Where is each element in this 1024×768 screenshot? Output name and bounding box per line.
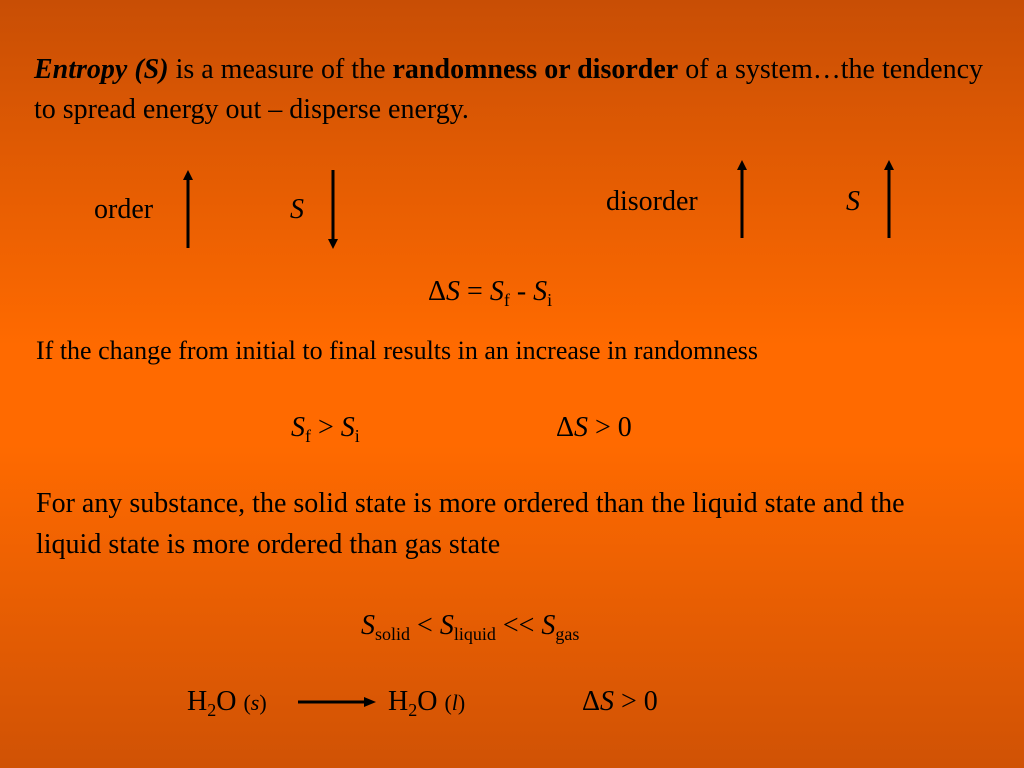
state-paren [444,690,465,715]
much-less-sign: << [495,610,542,641]
s-symbol: S [446,276,461,307]
equals-sign: = [460,276,490,307]
reactant-water-solid [187,686,267,721]
close-paren: ) [457,690,466,715]
disorder-label: disorder [606,186,698,217]
order-up-arrow-icon [180,170,196,250]
less-sign: < [410,610,440,641]
initial-subscript: i [354,426,360,446]
entropy-down-arrow-icon [325,170,341,250]
intro-emphasis: randomness or disorder [392,54,679,85]
subscript-two: 2 [207,700,217,720]
disorder-entropy-symbol: S [846,186,860,217]
hydrogen-symbol: H [388,686,409,717]
delta-s-positive [556,412,632,444]
gas-subscript: gas [555,624,580,644]
oxygen-symbol: O [417,686,445,717]
reaction-delta-s-positive [582,686,658,718]
state-paren [243,690,266,715]
product-water-liquid [388,686,465,721]
intro-text-1: is a measure of the [168,54,393,85]
intro-paragraph [34,50,994,130]
intro-text-2: of a system…the tendency to spread energy out – disperse energy. [34,54,984,125]
sf-greater-si [291,412,360,447]
final-subscript: f [503,290,510,310]
delta-symbol: Δ [556,412,575,443]
s-symbol: S [574,412,589,443]
order-entropy-symbol: S [290,194,304,225]
order-label: order [94,194,154,225]
entropy-up-arrow-icon [881,160,897,240]
entropy-term: Entropy (S) [34,54,169,85]
greater-than-zero: > 0 [614,686,658,717]
s-symbol: S [600,686,615,717]
solid-state: s [250,690,260,715]
increase-randomness-text: If the change from initial to final results in an increase in randomness [36,336,758,365]
entropy-change-equation [428,276,552,311]
s-symbol: S [541,610,556,641]
initial-subscript: i [547,290,553,310]
greater-sign: > [311,412,341,443]
s-initial-symbol: S [340,412,355,443]
s-initial-symbol: S [533,276,548,307]
delta-symbol: Δ [428,276,447,307]
close-paren: ) [259,690,267,715]
disorder-up-arrow-icon [734,160,750,240]
minus-sign: - [509,276,534,307]
liquid-state: l [451,690,458,715]
oxygen-symbol: O [216,686,244,717]
s-final-symbol: S [489,276,504,307]
solid-subscript: solid [375,624,411,644]
liquid-subscript: liquid [453,624,496,644]
states-entropy-comparison [361,610,579,645]
open-paren: ( [243,690,251,715]
hydrogen-symbol: H [187,686,208,717]
s-symbol: S [361,610,375,641]
s-final-symbol: S [291,412,305,443]
states-order-paragraph: For any substance, the solid state is more ordered than the liquid state and the liquid state is more ordered than gas state [36,488,905,560]
s-symbol: S [439,610,454,641]
delta-symbol: Δ [582,686,601,717]
final-subscript: f [305,426,311,446]
reaction-arrow-icon [298,694,378,710]
subscript-two: 2 [408,700,418,720]
greater-than-zero: > 0 [588,412,632,443]
open-paren: ( [444,690,452,715]
